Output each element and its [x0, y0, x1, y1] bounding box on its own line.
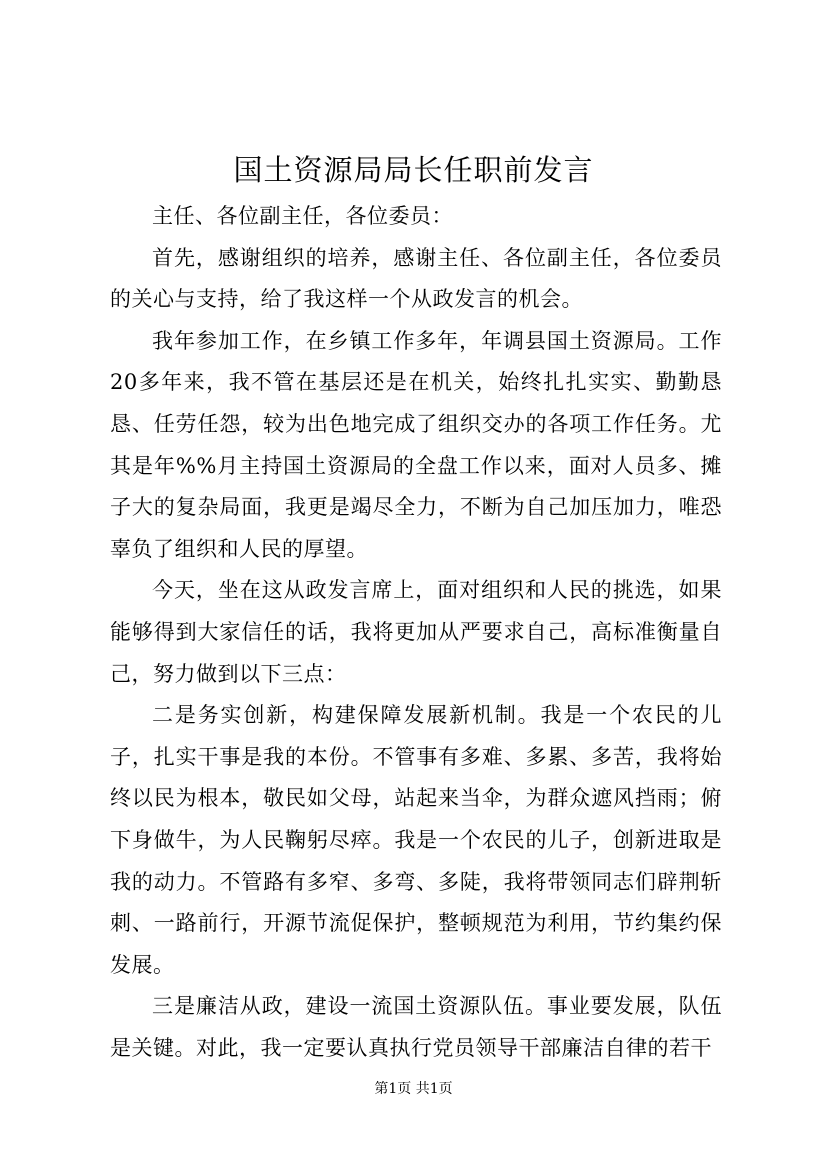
paragraph-thanks: 首先，感谢组织的培养，感谢主任、各位副主任，各位委员的关心与支持，给了我这样一个从政发言的机会。	[110, 245, 722, 312]
paragraph-point-three: 三是廉洁从政，建设一流国土资源队伍。事业要发展，队伍是关键。对此，我一定要认真执行党员领导干部廉洁自律的若干	[110, 994, 722, 1060]
page-number-footer: 第1页 共1页	[374, 1081, 453, 1097]
paragraph-career: 我年参加工作，在乡镇工作多年，年调县国土资源局。工作20多年来，我不管在基层还是在机关，始终扎扎实实、勤勤恳恳、任劳任怨，较为出色地完成了组织交办的各项工作任务。尤其是年%%月主持国土资源局的全盘工作以来，面对人员多、摊子大的复杂局面，我更是竭尽全力，不断为自己加压加力，唯恐辜负了组织和人民的厚望。	[110, 328, 722, 561]
paragraph-salutation: 主任、各位副主任，各位委员：	[152, 204, 453, 228]
document-title: 国土资源局局长任职前发言	[233, 153, 594, 187]
paragraph-point-two: 二是务实创新，构建保障发展新机制。我是一个农民的儿子，扎实干事是我的本份。不管事有多难、多累、多苦，我将始终以民为根本，敬民如父母，站起来当伞，为群众遮风挡雨；俯下身做牛，为人民鞠躬尽瘁。我是一个农民的儿子，创新进取是我的动力。不管路有多窄、多弯、多陡，我将带领同志们辟荆斩刺、一路前行，开源节流促保护，整顿规范为利用，节约集约保发展。	[110, 703, 722, 977]
document-body	[110, 196, 722, 1069]
paragraph-commitment: 今天，坐在这从政发言席上，面对组织和人民的挑选，如果能够得到大家信任的话，我将更加从严要求自己，高标准衡量自己，努力做到以下三点：	[110, 578, 722, 686]
